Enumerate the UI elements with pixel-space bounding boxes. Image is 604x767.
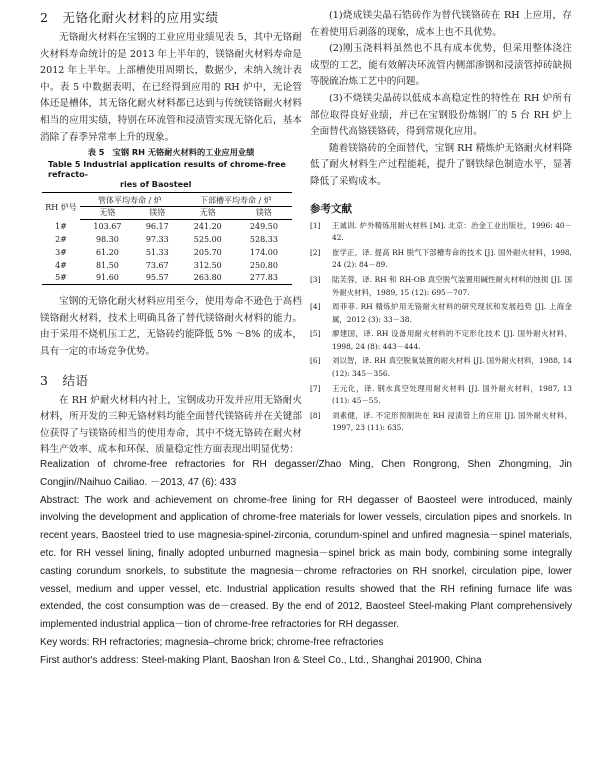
lower-chrome-free: 525.00 — [193, 234, 222, 244]
sub-header-mag-chrome: 镁铬 — [135, 207, 180, 220]
reference-item: [8] 刘素健，译. 不定形预制块在 RH 浸渍管上的应用 [J]. 国外耐火材料，1997, 23 (11): 635. — [310, 410, 572, 433]
section-2-paragraph-2: 宝钢的无铬化耐火材料应用至今，使用寿命不逊色于高档镁铬耐火材料，技术上明确具备了替代镁铬耐火材料的能力。由于采用不烧机压工艺，无铬砖约能降低 5% ～8% 的成本，具有一定的市场竞争优势。 — [40, 296, 302, 357]
furnace-id: 1# — [55, 221, 67, 231]
col-header-furnace: RH 炉号 — [42, 193, 80, 220]
caption-en-line-2: ries of Baosteel — [120, 179, 192, 190]
sub-header-mag-chrome: 镁铬 — [236, 207, 292, 220]
table-5-caption-cn: 表 5 宝钢 RH 无铬耐火材料的工业应用业绩 — [87, 147, 255, 158]
lower-chrome-free: 241.20 — [193, 221, 222, 231]
section-title: 无铬化耐火材料的应用实绩 — [62, 10, 219, 25]
section-2-heading — [40, 8, 302, 26]
pipe-mag-chrome: 95.57 — [135, 272, 180, 285]
pipe-chrome-free: 61.20 — [95, 247, 119, 257]
section-title: 结语 — [62, 372, 89, 388]
sub-header-chrome-free: 无铬 — [80, 207, 135, 220]
table-row — [42, 246, 292, 259]
furnace-id: 4# — [55, 260, 67, 270]
lower-chrome-free: 205.70 — [193, 247, 222, 257]
reference-item: [3] 陆芙蓉，译. RH 和 RH-OB 真空脱气装置用碱性耐火材料的蚀损 [J]. 国外耐火材料，1989, 15 (12): 695－707. — [310, 274, 572, 297]
references-heading: 参考文献 — [310, 202, 352, 215]
table-row — [42, 233, 292, 246]
reference-list — [310, 220, 572, 436]
furnace-id: 5# — [42, 272, 80, 285]
table-row — [42, 259, 292, 272]
lower-mag-chrome: 277.83 — [236, 272, 292, 285]
section-number: 3 — [40, 372, 49, 388]
lower-mag-chrome: 528.33 — [249, 234, 278, 244]
lower-mag-chrome: 249.50 — [249, 221, 278, 231]
reference-item: [5] 廖建国，译. RH 设备用耐火材料的不定形化技术 [J]. 国外耐火材料，1998, 24 (8): 443－444. — [310, 329, 572, 351]
conclusion-item-2: (2)刚玉浇料料虽然也不具有成本优势，但采用整体浇注成型的工艺，能有效解决环流管内侧部渗钢和浸渍管掉砖缺损等脱硫冶炼工艺中的问题。 — [310, 43, 572, 88]
english-abstract — [40, 456, 572, 670]
conclusion-summary: 随着镁铬砖的全面替代，宝钢 RH 精炼炉无铬耐火材料降低了耐火材料生产过程能耗，提升了钢铁绿色制造水平，显著降低了采购成本。 — [310, 142, 572, 187]
right-column — [310, 8, 572, 437]
abstract-citation: Realization of chrome-free refractories for RH degasser/Zhao Ming, Chen Rongrong, Shen Zhongming, Jin Congjin//Naihuo Cailiao. －2013, 47 (6): 433 — [40, 459, 572, 488]
left-column — [40, 8, 302, 459]
section-3-paragraph-1: 在 RH 炉耐火材料内衬上，宝钢成功开发并应用无铬耐火材料，所开发的三种无铬材料均能全面替代镁铬砖并在关键部位获得了与镁铬砖相当的使用寿命，其中不烧无铬砖在耐火材料生产效率、成本和环保、质量稳定性方面表现出明显优势： — [40, 394, 302, 456]
lower-chrome-free: 312.50 — [193, 260, 222, 270]
conclusion-item-3: (3)不烧镁尖晶砖以低成本高稳定性的特性在 RH 炉所有部位取得良好业绩，并已在宝钢股份炼钢厂的 5 台 RH 炉上全面替代高铬镁铬砖，得到常规化应用。 — [310, 92, 572, 138]
pipe-mag-chrome: 97.33 — [145, 234, 169, 244]
abstract-body: Abstract: The work and achievement on chrome-free lining for RH degasser of Baosteel were introduced, mainly involving the development and application of chrome-free materials for lower vessels, circulation pipes and snorkels. In recent years, Baosteel tried to use magnesia-spinel-zirconia, corundum-spinel and unfired magnesia－spinel materials, etc. for RH vessel lining, finally adopted unburned magnesia－spinel brick as main body, combining some integrally casting corundum snorkels, to substitute the magnesia－chrome refractories on RH snorkel, circulation pipe, lower vessel, medium and upper vessel, etc. Industrial application results showed that the RH refining furnace life was extended, the cost consumption was de－creased. By the end of 2012, Baosteel Steel-making Plant comprehensively implemented industrial applica－tion of chrome-free refractories for RH degasser. — [40, 494, 572, 631]
section-3-heading — [40, 371, 302, 389]
abstract-author-address: First author's address: Steel-making Plant, Baoshan Iron & Steel Co., Ltd., Shanghai 201900, China — [40, 654, 482, 666]
table-row — [42, 220, 292, 233]
reference-item: [6] 刘以智，译. RH 真空脱氧装置的耐火材料 [J]. 国外耐火材料，1988, 14 (12): 345－356. — [310, 356, 572, 379]
conclusion-item-1: (1)烧成镁尖晶石锆砖作为替代镁铬砖在 RH 上应用，存在着使用后剥落的现象，成本上也不具优势。 — [310, 10, 572, 38]
pipe-mag-chrome: 51.33 — [145, 247, 169, 257]
pipe-chrome-free: 91.60 — [80, 272, 135, 285]
lower-chrome-free: 263.80 — [180, 272, 236, 285]
reference-item: [7] 王元化，译. 钢水真空处理用耐火材料 [J]. 国外耐火材料，1987, 13 (11): 45－55. — [310, 383, 572, 406]
section-number: 2 — [40, 10, 49, 25]
col-group-lower-vessel: 下部槽平均寿命 / 炉 — [180, 193, 292, 207]
table-5-caption-en — [48, 159, 302, 189]
furnace-id: 3# — [55, 247, 67, 257]
reference-item: [2] 崔学正，译. 提高 RH 脱气下部槽寿命的技术 [J]. 国外耐火材料，1998, 24 (2): 84－89. — [310, 247, 572, 270]
sub-header-chrome-free: 无铬 — [180, 207, 236, 220]
lower-mag-chrome: 174.00 — [249, 247, 278, 257]
pipe-chrome-free: 103.67 — [93, 221, 122, 231]
reference-item: [1] 王诚训. 炉外精炼用耐火材料 [M]. 北京：冶金工业出版社，1996: 40－42. — [310, 220, 572, 243]
col-group-pipe: 管体平均寿命 / 炉 — [80, 193, 180, 207]
section-2-paragraph-1: 无铬耐火材料在宝钢的工业应用业绩见表 5，其中无铬耐火材料寿命统计的是 2013 年上半年的，镁铬耐火材料寿命是 2012 年上半年。上部槽使用周期长，数据少，未纳入统计表中。表 5 中数据表明，在已经得到应用的 RH 炉中，无论管体还是槽体，其无铬化耐火材料都已达到与传统镁铬耐火材料相当的应用实绩，特别在环流管和浸渍管实现无铬化后，基本消除了春季异常率上升的现象。 — [40, 32, 302, 143]
furnace-id: 2# — [55, 234, 67, 244]
lower-mag-chrome: 250.80 — [249, 260, 278, 270]
pipe-chrome-free: 98.30 — [95, 234, 119, 244]
abstract-keywords: Key words: RH refractories; magnesia–chrome brick; chrome-free refractories — [40, 636, 384, 648]
pipe-chrome-free: 81.50 — [95, 260, 119, 270]
table-row — [42, 272, 292, 285]
table-5 — [42, 192, 292, 285]
reference-item: [4] 周菲菲. RH 精炼炉用无铬耐火材料的研究现状和发展趋势 [J]. 上海金属，2012 (3): 33－38. — [310, 302, 572, 324]
pipe-mag-chrome: 96.17 — [145, 221, 169, 231]
pipe-mag-chrome: 73.67 — [145, 260, 169, 270]
caption-en-line-1: Table 5 Industrial application results of chrome-free refracto- — [48, 159, 286, 180]
